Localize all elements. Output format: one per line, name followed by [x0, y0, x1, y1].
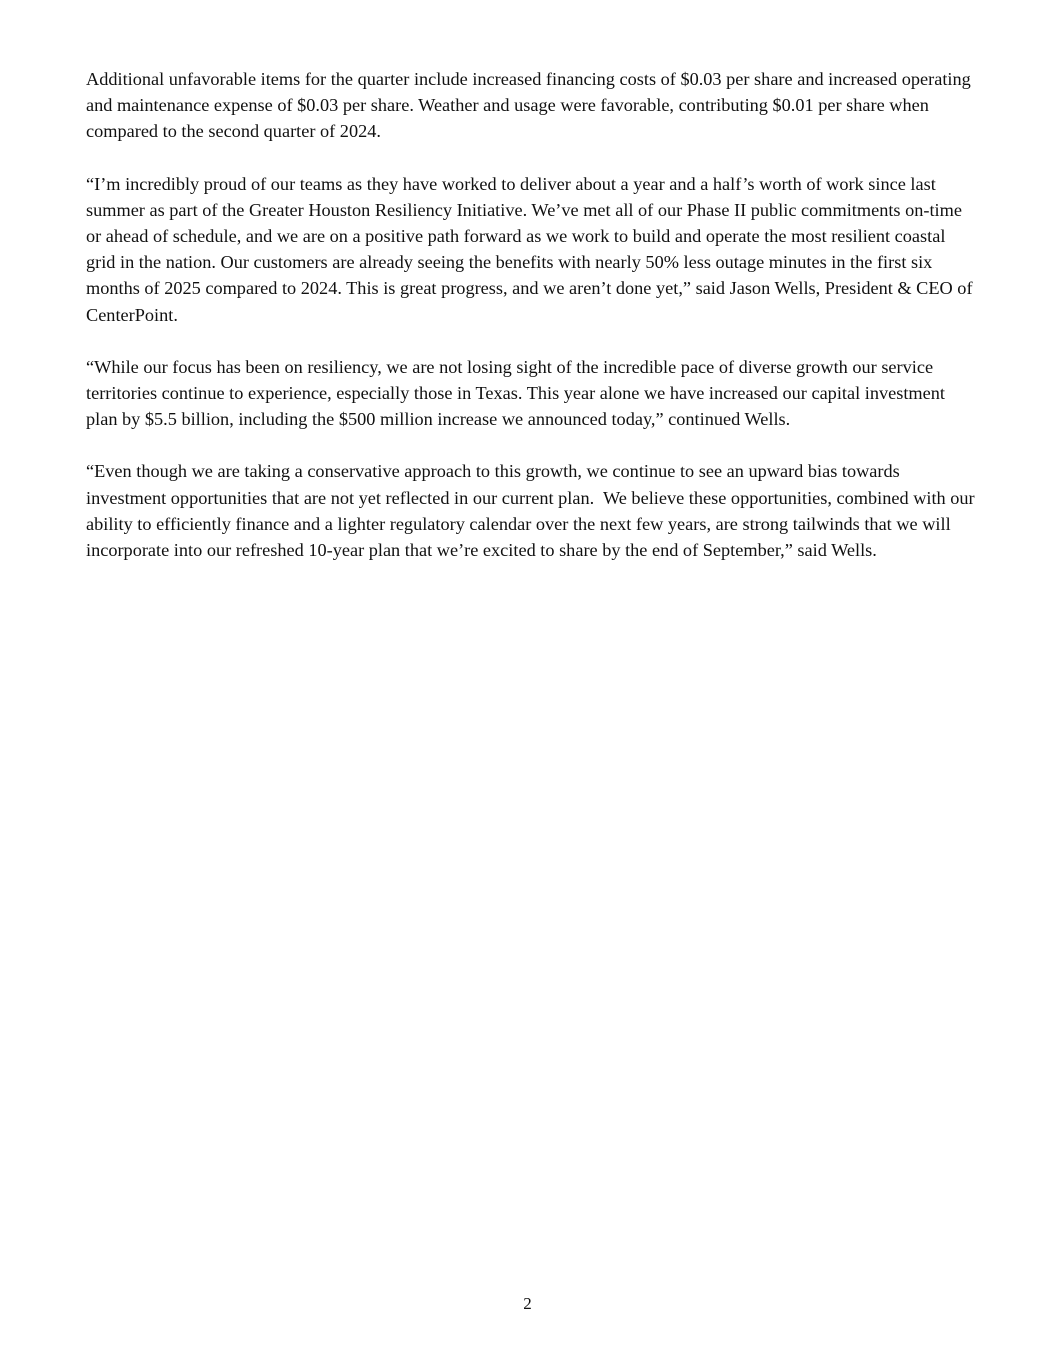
- paragraph-ceo-quote-resiliency: “I’m incredibly proud of our teams as they have worked to deliver about a year and a half’s worth of work since last summer as part of the Greater Houston Resiliency Initiative. We’ve met all of our Phase II public commitments on-time or ahead of schedule, and we are on a positive path forward as we work to build and operate the most resilient coastal grid in the nation. Our customers are already seeing the benefits with nearly 50% less outage minutes in the first six months of 2025 compared to 2024. This is great progress, and we aren’t done yet,” said Jason Wells, President & CEO of CenterPoint.: [86, 173, 978, 325]
- document-body: [86, 66, 980, 589]
- paragraph-unfavorable-items: Additional unfavorable items for the quarter include increased financing costs of $0.03 per share and increased operating and maintenance expense of $0.03 per share. Weather and usage were favorable, contributing $0.01 per share when compared to the second quarter of 2024.: [86, 69, 976, 142]
- paragraph-ceo-quote-outlook: “Even though we are taking a conservative approach to this growth, we continue to see an upward bias towards investment opportunities that are not yet reflected in our current plan. We believe these opportunities, combined with our ability to efficiently finance and a lighter regulatory calendar over the next few years, are strong tailwinds that we will incorporate into our refreshed 10-year plan that we’re excited to share by the end of September,” said Wells.: [86, 461, 980, 561]
- page-number: 2: [523, 1294, 532, 1313]
- paragraph-ceo-quote-growth: “While our focus has been on resiliency, we are not losing sight of the incredible pace of diverse growth our service territories continue to experience, especially those in Texas. This year alone we have increased our capital investment plan by $5.5 billion, including the $500 million increase we announced today,” continued Wells.: [86, 356, 950, 430]
